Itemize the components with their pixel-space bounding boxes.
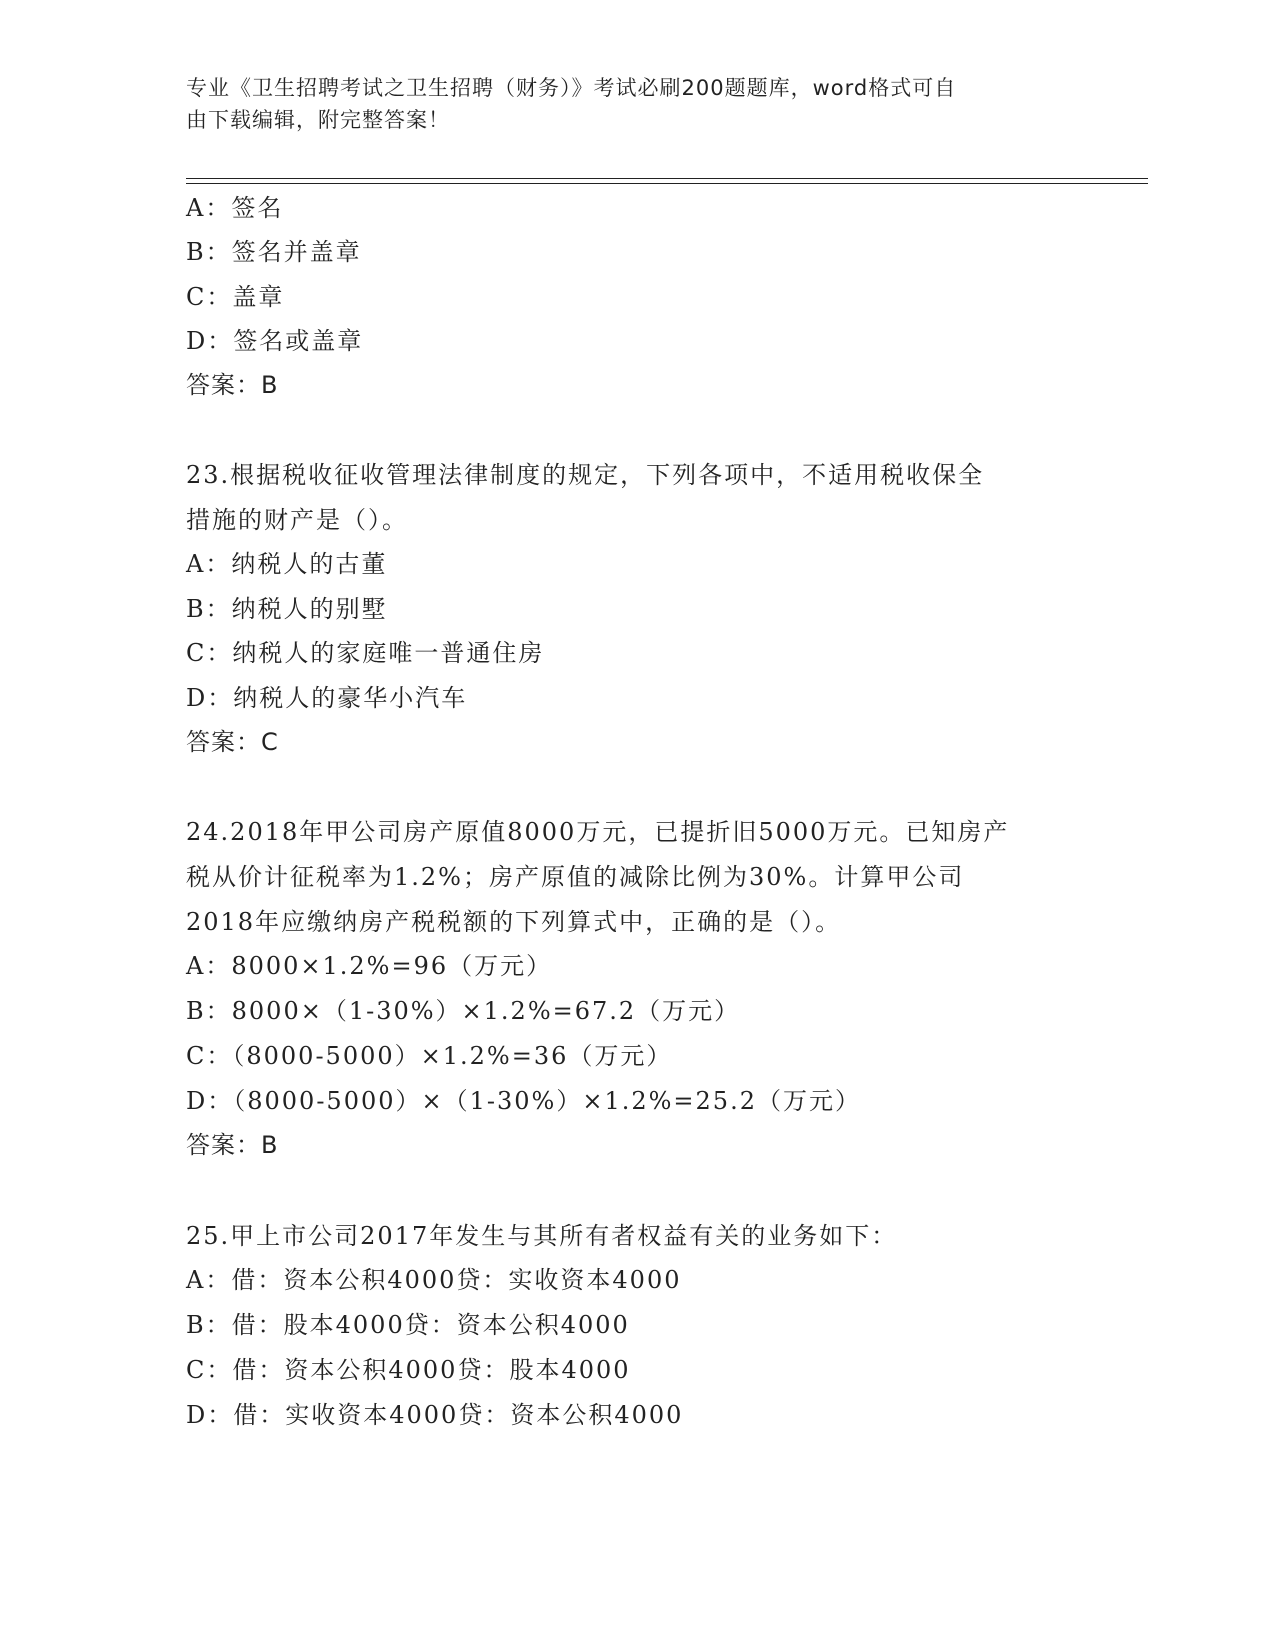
q22-option-b: B：签名并盖章 — [186, 238, 362, 266]
q24-stem-line-3: 2018年应缴纳房产税税额的下列算式中，正确的是（）。 — [186, 908, 842, 936]
q24-option-c: C：（8000-5000）×1.2%=36（万元） — [186, 1042, 673, 1070]
q22-option-d: D：签名或盖章 — [186, 327, 364, 355]
q22-option-c: C：盖章 — [186, 283, 285, 311]
q23-option-a: A：纳税人的古董 — [186, 550, 388, 578]
q24-stem-line-1: 24.2018年甲公司房产原值8000万元，已提折旧5000万元。已知房产 — [186, 818, 1010, 846]
q25-option-a: A：借：资本公积4000贷：实收资本4000 — [186, 1266, 682, 1294]
header-line-1: 专业《卫生招聘考试之卫生招聘（财务）》考试必刷200题题库，word格式可自 — [186, 76, 957, 100]
q25-option-b: B：借：股本4000贷：资本公积4000 — [186, 1311, 630, 1339]
header-divider-bottom — [186, 183, 1148, 184]
q23-stem-line-1: 23.根据税收征收管理法律制度的规定，下列各项中，不适用税收保全 — [186, 461, 985, 489]
q23-answer: 答案：C — [186, 728, 279, 756]
header-divider-top — [186, 178, 1148, 179]
q22-option-a: A：签名 — [186, 194, 284, 222]
q23-option-d: D：纳税人的豪华小汽车 — [186, 684, 468, 712]
q24-answer: 答案：B — [186, 1131, 279, 1159]
q24-option-a: A：8000×1.2%=96（万元） — [186, 952, 553, 980]
q25-option-d: D：借：实收资本4000贷：资本公积4000 — [186, 1401, 684, 1429]
q24-option-d: D：（8000-5000）×（1-30%）×1.2%=25.2（万元） — [186, 1087, 861, 1115]
header-line-2: 由下载编辑，附完整答案！ — [186, 108, 450, 132]
q25-stem-line-1: 25.甲上市公司2017年发生与其所有者权益有关的业务如下： — [186, 1222, 898, 1250]
q22-answer: 答案：B — [186, 371, 279, 399]
document-header — [186, 72, 1066, 136]
q23-option-c: C：纳税人的家庭唯一普通住房 — [186, 639, 545, 667]
q23-stem-line-2: 措施的财产是（）。 — [186, 506, 408, 534]
q24-option-b: B：8000×（1-30%）×1.2%=67.2（万元） — [186, 997, 741, 1025]
q24-stem-line-2: 税从价计征税率为1.2%；房产原值的减除比例为30%。计算甲公司 — [186, 863, 965, 891]
q23-option-b: B：纳税人的别墅 — [186, 595, 388, 623]
q25-option-c: C：借：资本公积4000贷：股本4000 — [186, 1356, 631, 1384]
